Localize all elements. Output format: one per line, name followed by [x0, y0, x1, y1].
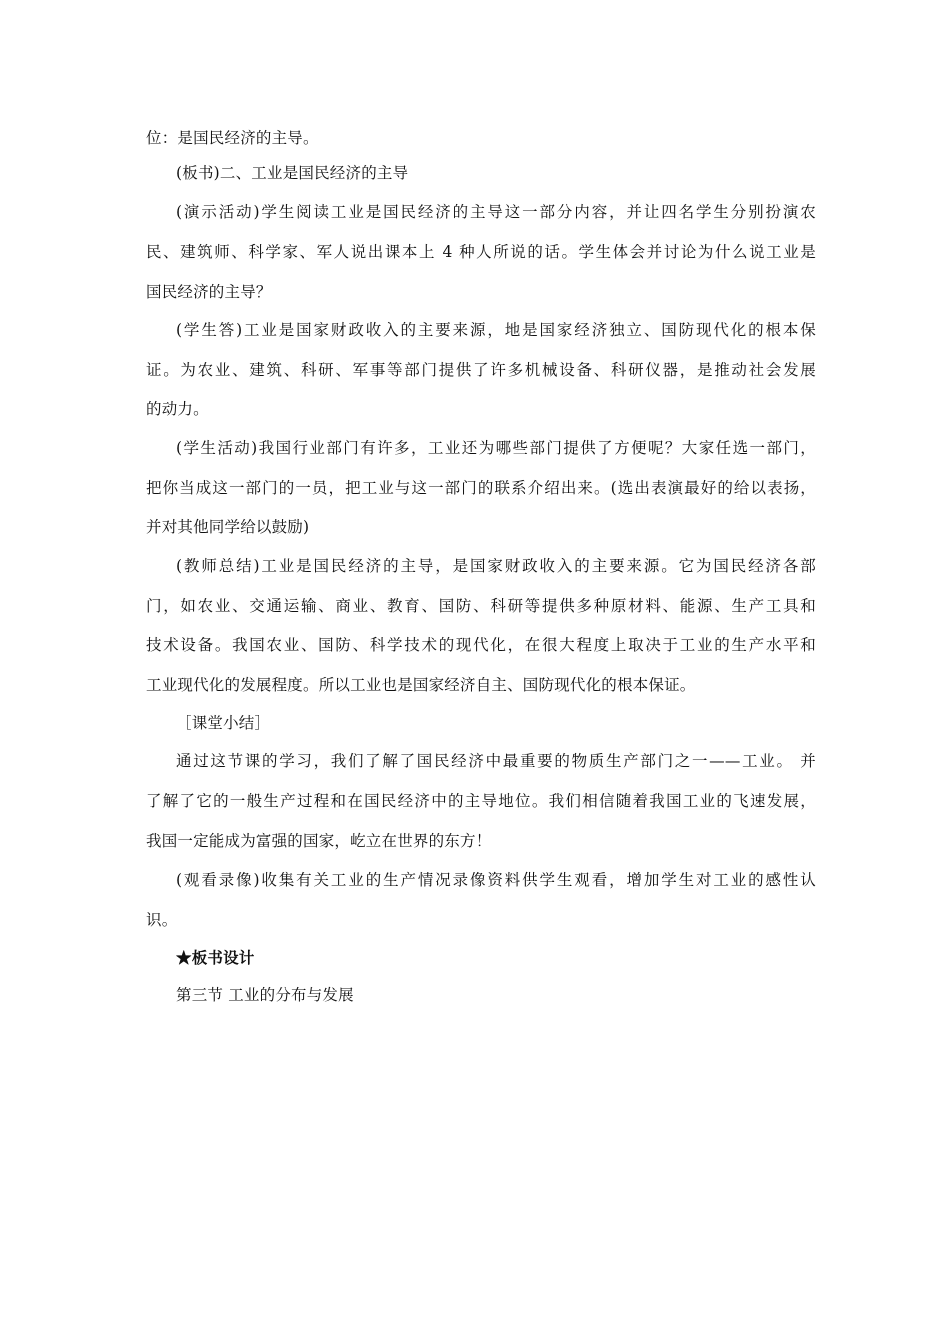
text-line: 了解了它的一般生产过程和在国民经济中的主导地位。我们相信随着我国工业的飞速发展， — [146, 792, 816, 810]
board-note-line: (板书)二、工业是国民经济的主导 — [176, 164, 409, 182]
text-line: 国民经济的主导？ — [146, 283, 272, 301]
text-line: 民、建筑师、科学家、军人说出课本上 4 种人所说的话。学生体会并讨论为什么说工业是 — [146, 243, 816, 261]
text-line: 位：是国民经济的主导。 — [146, 129, 319, 147]
text-line: 技术设备。我国农业、国防、科学技术的现代化，在很大程度上取决于工业的生产水平和 — [146, 636, 816, 654]
text-line: 工业现代化的发展程度。所以工业也是国家经济自主、国防现代化的根本保证。 — [146, 676, 696, 694]
text-line: 通过这节课的学习，我们了解了国民经济中最重要的物质生产部门之一——工业。 并 — [176, 752, 816, 770]
text-line: 门，如农业、交通运输、商业、教育、国防、科研等提供多种原材料、能源、生产工具和 — [146, 597, 816, 615]
board-design-heading: ★板书设计 — [176, 948, 255, 967]
section-title: 第三节 工业的分布与发展 — [176, 986, 354, 1004]
text-line: (演示活动)学生阅读工业是国民经济的主导这一部分内容，并让四名学生分别扮演农 — [176, 203, 816, 221]
text-line: 识。 — [146, 911, 178, 929]
text-line: 的动力。 — [146, 400, 209, 418]
text-line: (教师总结)工业是国民经济的主导，是国家财政收入的主要来源。它为国民经济各部 — [176, 557, 816, 575]
text-line: (学生活动)我国行业部门有许多，工业还为哪些部门提供了方便呢？大家任选一部门， — [176, 439, 816, 457]
text-line: (观看录像)收集有关工业的生产情况录像资料供学生观看，增加学生对工业的感性认 — [176, 871, 816, 889]
text-line: 把你当成这一部门的一员，把工业与这一部门的联系介绍出来。(选出表演最好的给以表扬， — [146, 479, 816, 497]
text-line: 我国一定能成为富强的国家，屹立在世界的东方！ — [146, 832, 492, 850]
text-line: (学生答)工业是国家财政收入的主要来源，地是国家经济独立、国防现代化的根本保 — [176, 321, 816, 339]
text-line: 并对其他同学给以鼓励) — [146, 518, 310, 536]
section-heading: ［课堂小结］ — [176, 714, 271, 732]
text-line: 证。为农业、建筑、科研、军事等部门提供了许多机械设备、科研仪器，是推动社会发展 — [146, 361, 816, 379]
